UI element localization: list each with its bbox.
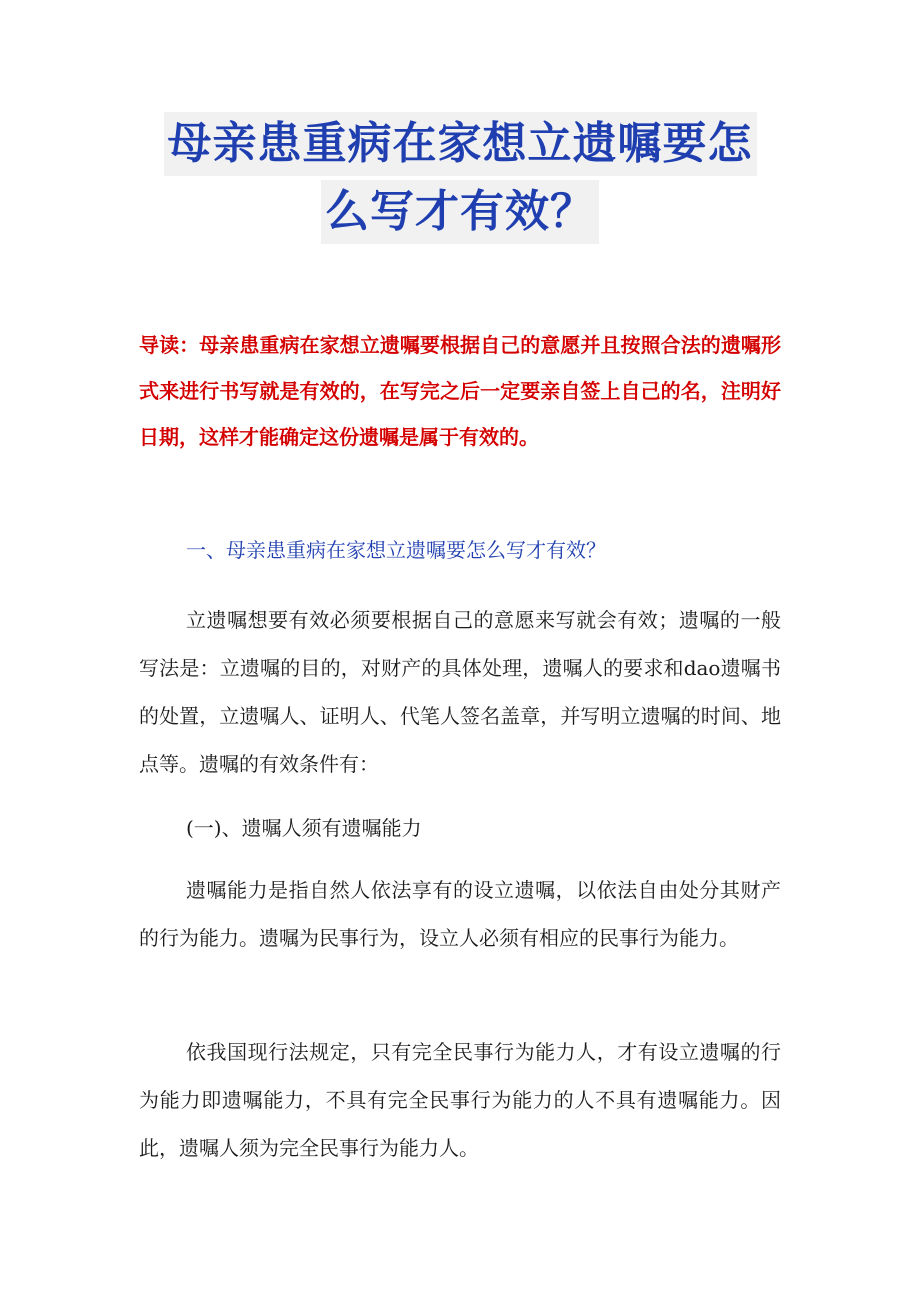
title-line-1: 母亲患重病在家想立遗嘱要怎	[164, 112, 757, 176]
title-line-2: 么写才有效？	[321, 180, 599, 244]
lead-summary: 导读：母亲患重病在家想立遗嘱要根据自己的意愿并且按照合法的遗嘱形式来进行书写就是有效的，在写完之后一定要亲自签上自己的名，注明好日期，这样才能确定这份遗嘱是属于有效的。	[139, 333, 781, 449]
section-heading: 一、母亲患重病在家想立遗嘱要怎么写才有效？	[186, 538, 606, 562]
body-paragraph: 遗嘱能力是指自然人依法享有的设立遗嘱，以依法自由处分其财产的行为能力。遗嘱为民事行为，设立人必须有相应的民事行为能力。	[139, 878, 781, 950]
subheading-paragraph: (一)、遗嘱人须有遗嘱能力	[186, 816, 422, 840]
body-paragraph: 立遗嘱想要有效必须要根据自己的意愿来写就会有效；遗嘱的一般写法是：立遗嘱的目的，对财产的具体处理，遗嘱人的要求和dao遗嘱书的处置，立遗嘱人、证明人、代笔人签名盖章，并写明立遗嘱的时间、地点等。遗嘱的有效条件有：	[139, 608, 781, 776]
body-paragraph: 依我国现行法规定，只有完全民事行为能力人，才有设立遗嘱的行为能力即遗嘱能力，不具有完全民事行为能力的人不具有遗嘱能力。因此，遗嘱人须为完全民事行为能力人。	[139, 1040, 781, 1160]
document-title	[0, 112, 920, 244]
